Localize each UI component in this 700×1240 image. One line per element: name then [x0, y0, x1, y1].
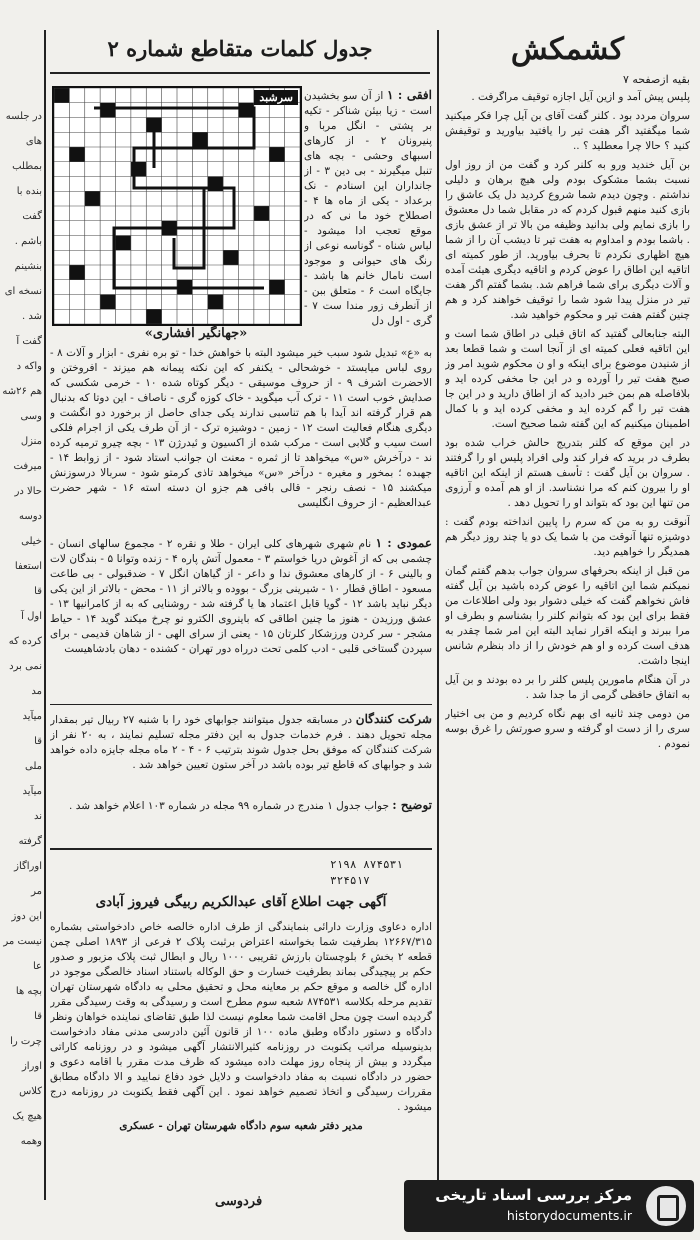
ad-number-2: ۳۲۴۵۱۷ — [330, 874, 370, 887]
black-cell — [208, 295, 223, 310]
ad-number-1: ۲۱۹۸ ۸۷۴۵۳۱ — [330, 858, 403, 871]
fragment-line: منزل — [20, 436, 42, 447]
crossword-title: جدول کلمات متقاطع شماره ۲ — [107, 36, 373, 61]
black-cell — [192, 132, 207, 147]
story-paragraph: سروان مردد بود . کلنر گفت آقای بن آیل چرا فکر میکنید شما میگفتید اگر هفت تیر را یافتید بیاورید و توقیفش کنید ؟ حالا چرا معطلید ؟ .. — [445, 110, 690, 152]
crossword-grid-svg — [54, 88, 300, 324]
fragment-line: گفت — [22, 211, 42, 222]
story-paragraph: آنوقت رو به من که سرم را پایین انداخته بودم گفت : دوشیزه تنها آنوقت من با شما یک دو یا چند روز دیگر هم همدیگر را خواهیم دید. — [445, 516, 690, 558]
black-cell — [269, 147, 284, 162]
fragment-line: قا — [34, 586, 42, 597]
fragment-line: نسخه ای — [4, 286, 42, 297]
story-paragraph: پلیس پیش آمد و ازین آیل اجازه توقیف مراگرفت . — [471, 91, 690, 103]
crossword-grid — [52, 86, 302, 326]
fragment-line: باشم . — [14, 236, 42, 247]
black-cell — [146, 309, 161, 324]
fragment-line: میآید — [22, 711, 42, 722]
horizontal-clues — [304, 88, 432, 328]
fragment-line: این دوز — [11, 911, 42, 922]
horizontal-header: افقی : ۱ — [386, 88, 432, 102]
continued-clues — [50, 346, 432, 536]
fragment-line: واکه د — [16, 361, 42, 372]
fragment-line: استعفا — [14, 561, 42, 572]
fragment-line: نمی برد — [9, 661, 42, 672]
story-paragraph: من قبل از اینکه بحرفهای سروان جواب بدهم گفتم گمان نمیکنم شما این اتاقیه را عوض کرده باشید بن آیل گفته فاش نخواهم گفت که خیلی دشوار بود ولی اطلاعات من فقط برای این بود که بتوانم کلنر را بشناسم و بطرف او مرا ببرند و اینکه اقرار نماید البته این امر شما چقدر به هدف است کرده و او هم خودش را از داد بنظرم شانس اینجا داشت. — [445, 565, 690, 667]
fragment-line: خیلی — [21, 536, 42, 547]
story-continuation-label: بقیه ازصفحه ۷ — [622, 73, 690, 86]
fragment-line: بمطلب — [12, 161, 42, 172]
fragment-line: مد — [31, 686, 42, 697]
fragment-line: وسی — [20, 411, 42, 422]
fragment-line: قا — [34, 736, 42, 747]
fragment-line: وهمه — [20, 1136, 42, 1147]
column-rule-left — [44, 30, 46, 1200]
winner-label: «جهانگیر افشاری» — [144, 326, 248, 341]
vertical-clues-text: نام شهری شهرهای کلی ایران - طلا و نقره ۲ - مجموع سالهای انسان - چشمی بی که از آغوش دریا خواستم ۳ - معمول آتش پاره ۴ - زنده وتوانا ۵ - بندگان لات و بالینی ۶ - از کارهای معشوق ندا و داعر - از گیاهان انگل ۷ - ضدقبولی - بی طاعت مسعود - اطاق قطار ۱۰ - شیرینی بزرگ - بووده و بالاتر از ۱۱ - محض - بالاتر از این یکی دیگر نباید باشد ۱۲ - گویا قابل اعتماد ها یا گرفته شد - روشنایی که به از کامرانیها ۱۳ - عشق ورزیدن - هنوز ما چنین اطاقی که باینروی الکترو نو چرخ میکند گوید ۱۴ - حیاط مشجر - سر کردن ورزشکار کلرتان ۱۵ - یعنی از سرای الهی - از شاهان قدیمی - برای سپردن گستاخی قلبی - ادب کلمی تحت درراه دور تهران - کشنده - دهان بادشاهیست — [50, 538, 432, 655]
watermark-logo[interactable] — [404, 1180, 694, 1232]
fragment-line: بنده با — [16, 186, 42, 197]
fragment-line: در جلسه — [5, 111, 42, 122]
watermark-fa: مرکز بررسی اسناد تاریخی — [435, 1186, 632, 1204]
black-cell — [239, 103, 254, 118]
story-paragraph: در آن هنگام مامورین پلیس کلنر را بر ده بودند و بن آیل به اتفاق حافظی گرمی از ما جدا شد . — [445, 674, 690, 701]
horizontal-clues-text: از آن سو بخشیدن است - زیا بیئن شناکر - تکیه بر پشتی - انگل مربا و پنیرونان ۲ - از کارهای اسبهای وحشی - بچه های تنبل میگیرند - بی دین ۳ - از جانداران این اسنادم - نک برعداد - یکی از ماه ها ۴ - اصطلاح خود ما نی که در موقع تعجب ادا میشود - لباس شناه - گوناسه نوعی از رنگ های حیوانی و موجود است نامال خانم ها باشد - جایگاه است ۶ - متعلق ببن - از آنطرف زور مندا ست ۷ - گری - اول دل — [304, 90, 432, 327]
story-body — [445, 90, 690, 752]
black-cell — [100, 295, 115, 310]
fragment-line: کلاس — [19, 1086, 42, 1097]
fragment-line: قا — [34, 1011, 42, 1022]
story-column — [445, 28, 690, 1188]
fragment-line: اوراگاز — [14, 861, 42, 872]
fragment-line: میرفت — [13, 461, 42, 472]
vertical-header: عمودی : ۱ — [375, 536, 432, 550]
company-notice-title: شرکت کنندگان — [355, 712, 432, 726]
fragment-line: اول آ — [21, 611, 42, 622]
fragment-line: هیچ یک — [12, 1111, 42, 1122]
divider-1 — [50, 704, 432, 705]
fragment-line: کرده که — [8, 636, 42, 647]
fragment-line: بنشینم — [14, 261, 42, 272]
story-paragraph: بن آیل خندید ورو به کلنر کرد و گفت من از روز اول نسبت بشما مشکوک بودم ولی هیچ برهان و دلیلی نداشتم . وچون دیدم شما شروع کردید دل یک عاشق را بازی کنید منهم قبول کردم که در مقابل شما دل معشوق را بازی نمایم ولی بدانید وظیفه من بالا تر از عشق بازی . باشما بودم و امداوم به هفت تیر تا دیشب آن را از شما هیچ اظهاری نکردم تا بحرف بیاورید. از طور کمیته ای اتاقیه این اطاق را عوض کردم و اتاقیه دیگری هیئت آمده و آلات دیگری برای شما فراهم شد. بشما گفتم اگر هفت تیر در منزل پیدا شود شما را توقیف خواهند کرد و هم چنین گفتم هفت تیر و محکوم خواهید شد. — [445, 159, 690, 321]
fragment-line: اوراز — [21, 1061, 42, 1072]
grid-label: سرشبد — [254, 90, 298, 105]
archive-icon — [646, 1186, 686, 1226]
black-cell — [269, 280, 284, 295]
black-cell — [69, 147, 84, 162]
fragment-line: گرفته — [18, 836, 42, 847]
fragment-line: حالا در — [14, 486, 42, 497]
black-cell — [254, 206, 269, 221]
fragment-line: نیست مر — [3, 936, 42, 947]
story-paragraph: البته جنابعالی گفتید که اتاق قبلی در اطاق شما است و این اتاقیه فعلی کمیته ای از آنجا است و شما قطعا بعد از شنیدن موضوع برای اینکه و او ن محکوم شوید امر وز صبح هفت تیر را آورده و در این جا مخفی کرده اید و بلافاصله هم بمن خبر دادید که از اطاق دارید و در این جا هفت تیر را گم کرده اید و مخفی کرده اید و با کمال اطمینان میکنیم که این گفته شما صحیح است. — [445, 328, 690, 430]
company-notice — [50, 712, 432, 792]
black-cell — [116, 236, 131, 251]
black-cell — [223, 250, 238, 265]
explanation-body: جواب جدول ۱ مندرج در شماره ۹۹ مجله در شماره ۱۰۳ اعلام خواهد شد . — [69, 800, 389, 812]
ad-body-text: اداره دعاوی وزارت دارائی بنمایندگی از طرف اداره خالصه خاص دادخواستی بشماره ۱۲۶۶۷/۳۱۵ بطرفیت شما بخواسته اعتراض برثبت پلاک ۲ فرعی از ۱۸۹۳ اصلی چمن قطعه ۲ بخش ۶ بلوچستان بارزش تقریبی ۱۰۰۰ ریال و ابطال ثبت پلاک مزبور و صدور حکم بر پیچیدگی بماند بطرفیت خسارت و حق الوکاله باستناد اسناد خالصگی موجود در اداره گل خالصه و موقع حکم بر معاینه محل و تحقیق محلی به دادگاه شهرستان تهران تقدیم مرحله بکلاسه ۸۷۴۵۳۱ شعبه سوم مطرح است و رسیدگی به وقت رسیدگی مقرر گردیده است چون محل اقامت شما معلوم نیست لذا طبق تقاضای نماینده خواهان ونظر دادگاه و دستور دادگاه وطبق ماده ۱۰۰ از قانون آئین دادرسی مدنی مفاد دادخواست بدینوسیله مراتب یکنوبت در روزنامه کثیرالانتشار آگهی میشود و در روزنامه کاراتی میگردد و بیش از پنجاه روز مهلت داده میشود که ظرف مدت مقرر با اقامه دعوی و حضور در دادگاه نسبت به مفاد دادخواست و دلایل خود دفاع نمایید و الا دادگاه مطابق مقررات رسیدگی و اتخاذ تصمیم خواهد نمود . این آگهی فقط یکنوبت در روزنامه درج میشود . — [50, 921, 432, 1113]
watermark-en: historydocuments.ir — [506, 1208, 632, 1223]
story-paragraph: در این موقع که کلنر بتدریج حالش خراب شده بود بطرف در برید که فرار کند ولی افراد پلیس او را گرفتند . سروان بن آیل گفت : تأسف هستم از اینکه این اتاقیه او را بیرون کنم که مرا نشناسد. از او هم آمده و آرزوی من تنها این بود که بتواند او را تحویل دهد . — [445, 437, 690, 509]
column-rule-right — [437, 30, 439, 1200]
fragment-line: هم ۲۶شه — [2, 386, 42, 397]
fragment-line: عا — [32, 961, 42, 972]
fragment-line: چرت را — [10, 1036, 42, 1047]
left-column-fragments — [2, 110, 42, 1170]
black-cell — [85, 191, 100, 206]
black-cell — [100, 103, 115, 118]
company-notice-body: در مسابقه جدول میتوانند جوابهای خود را با شنبه ۲۷ ربیال تیر بمقدار مجله تحویل دهند . فرم خدمات جدول به این دفتر مجله تسلیم نمایند ، به ۲۰ نفر از شرکت کنندگان که موفق بحل جدول شوند بترتیب ۶ - ۴ - ۲ ماه مجله جایزه داده خواهد شد و جوابهای که قاطع تیر بوده باشد در آخر ستون تعیین خواهد شد . — [50, 714, 432, 771]
fragment-line: بچه ها — [15, 986, 42, 997]
fragment-line: های — [25, 136, 42, 147]
fragment-line: شد . — [22, 311, 42, 322]
footer-publication-name: فردوسی — [215, 1194, 263, 1209]
explanation-label: توضیح : — [392, 798, 432, 812]
title-underline — [50, 72, 430, 74]
ad-body — [50, 920, 432, 1160]
fragment-line: گفت آ — [16, 336, 42, 347]
black-cell — [69, 265, 84, 280]
black-cell — [54, 88, 69, 103]
continued-clues-text: به «ع» تبدیل شود سبب خیر میشود البته با خواهش خدا - تو بره نفری - ابزار و آلات ۸ - روی لباس میایستد - خوشحالی - یکنفر که این نکته پیمانه هم میزند - افروختن و الاحضرت اشرف ۹ - از حروف موسیقی - دیگر کوتاه شده ۱۰ - خرمی شکسی که صدایش خوب است ۱۱ - ترک آب میگوید - خاک کوزه گری - ناصاف - این دوتا که بدنبال هم قرار گرفته اند آیدا با هم تناسبی ندارند یکی جدای حاصل از برخورد دو انگشت و دیگری هنگام فعالیت است ۱۲ - زمین - دوشیزه ترک - از آن طرف یکی از اجرام فلکی است سیب و گلابی است - مرکب شده از اکسیون و ئیدرژن ۱۳ - بچه چیرو ترمیه کرده ند - درآخرش «س» میخواهد تا از ثمره - معنت ان جوانب استاد شود - از زوابط ۱۴ - جهبده ؛ بمخور و مغیره - درآخر «س» میخواهد تاذی کرمتو شود - سربالا درسوزنش میکشند ۱۵ - نصف رنجر - قالی بافی هم جزو ان دسته استه ۱۶ - شهر حضرت عبدالعظیم - از حروف انگلیسی — [50, 347, 432, 509]
divider-2 — [50, 848, 432, 850]
story-masthead: کشمکش — [510, 32, 625, 67]
fragment-line: ملی — [24, 761, 42, 772]
ad-title: آگهی جهت اطلاع آقای عبدالکریم ربیگی فیروز آبادی — [95, 894, 387, 910]
story-paragraph: من دومی چند ثانیه ای بهم نگاه کردیم و من بی اختیار سری را از دست او گرفته و سرو صورتش را غرق بوسه نمودم . — [445, 708, 690, 750]
fragment-line: ند — [33, 811, 42, 822]
fragment-line: میآید — [22, 786, 42, 797]
fragment-line: مر — [31, 886, 42, 897]
ad-signature: مدیر دفتر شعبه سوم دادگاه شهرستان تهران - عسکری — [119, 1120, 363, 1132]
explanation — [50, 798, 432, 838]
fragment-line: دوسه — [18, 511, 42, 522]
vertical-clues — [50, 536, 432, 696]
